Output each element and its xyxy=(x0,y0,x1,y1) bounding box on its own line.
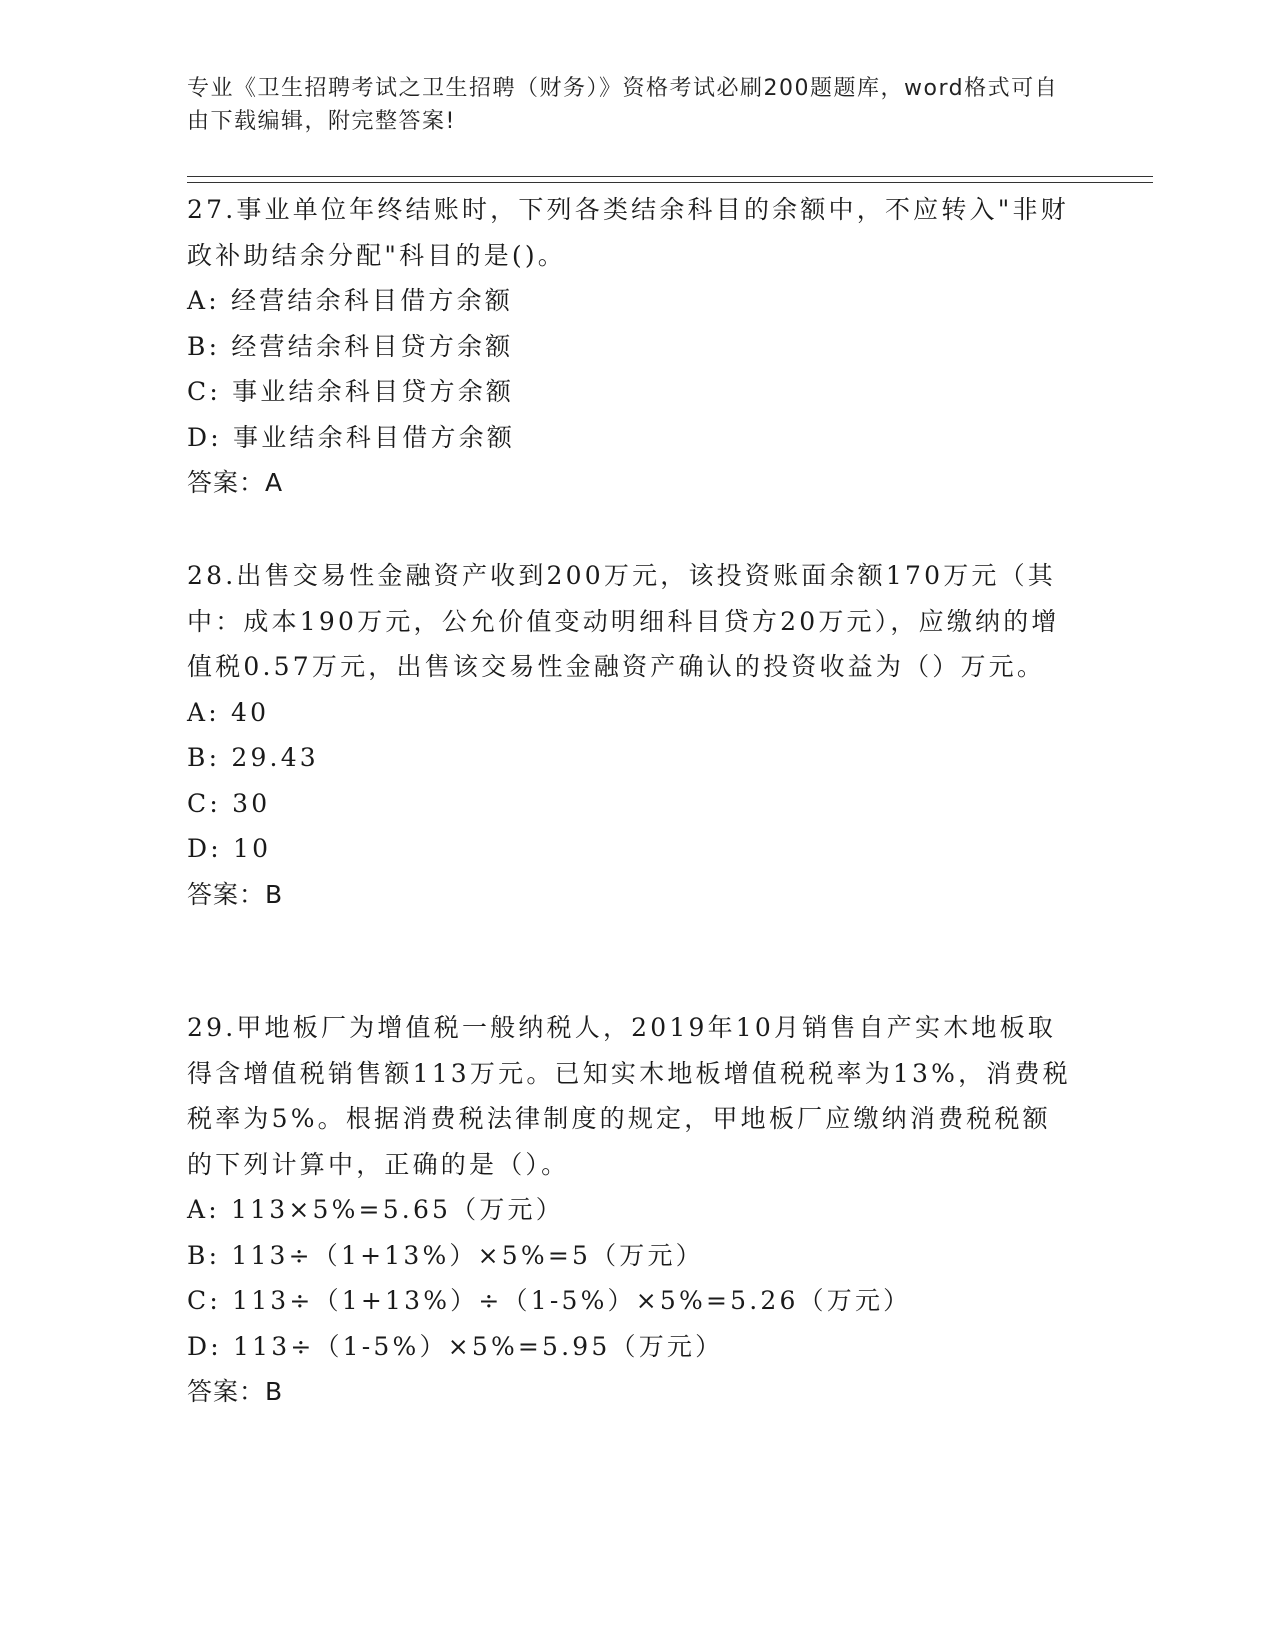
option-c: C: 30 xyxy=(187,788,271,818)
header-divider-top xyxy=(187,176,1153,177)
option-a: A: 113×5%=5.65（万元） xyxy=(187,1195,564,1224)
document-header xyxy=(187,72,1067,138)
option-c: C: 事业结余科目贷方余额 xyxy=(187,377,515,406)
option-a: A: 经营结余科目借方余额 xyxy=(187,286,514,315)
option-a: A: 40 xyxy=(187,697,270,727)
question-29 xyxy=(187,1005,1077,1415)
question-stem: 27.事业单位年终结账时，下列各类结余科目的余额中，不应转入"非财政补助结余分配"科目的是()。 xyxy=(187,195,1069,270)
option-d: D: 113÷（1-5%）×5%=5.95（万元） xyxy=(187,1331,724,1361)
answer: 答案：B xyxy=(187,879,284,909)
option-b: B: 经营结余科目贷方余额 xyxy=(187,331,514,361)
option-b: B: 113÷（1+13%）×5%=5（万元） xyxy=(187,1240,704,1270)
document-title: 专业《卫生招聘考试之卫生招聘（财务）》资格考试必刷200题题库，word格式可自由下载编辑，附完整答案! xyxy=(187,76,1059,134)
answer: 答案：A xyxy=(187,468,284,497)
question-28 xyxy=(187,553,1077,917)
question-27 xyxy=(187,187,1077,506)
option-b: B: 29.43 xyxy=(187,743,319,772)
answer: 答案：B xyxy=(187,1377,284,1406)
option-c: C: 113÷（1+13%）÷（1-5%）×5%=5.26（万元） xyxy=(187,1286,912,1315)
option-d: D: 事业结余科目借方余额 xyxy=(187,422,516,452)
header-divider-bottom xyxy=(187,182,1153,183)
question-stem: 28.出售交易性金融资产收到200万元，该投资账面余额170万元（其中：成本190万元，公允价值变动明细科目贷方20万元），应缴纳的增值税0.57万元，出售该交易性金融资产确认的投资收益为（）万元。 xyxy=(187,561,1060,681)
question-stem: 29.甲地板厂为增值税一般纳税人，2019年10月销售自产实木地板取得含增值税销售额113万元。已知实木地板增值税税率为13%，消费税税率为5%。根据消费税法律制度的规定，甲地板厂应缴纳消费税税额的下列计算中，正确的是（）。 xyxy=(187,1013,1071,1179)
option-d: D: 10 xyxy=(187,834,272,863)
